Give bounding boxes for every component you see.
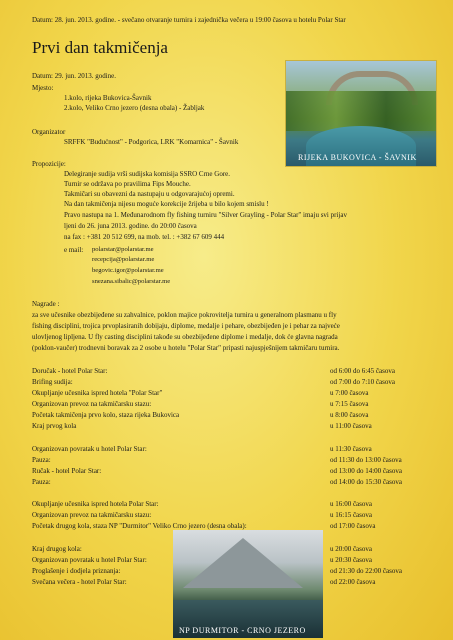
propozicija-2: Turnir se održava po pravilima Fips Mouche. [64, 180, 191, 188]
schedule-label: Organizovan prevoz na takmičarsku stazu: [32, 511, 152, 519]
schedule-label: Pauza: [32, 456, 51, 464]
date-line: Datum: 29. jun. 2013. godine. [32, 72, 116, 80]
schedule-label: Početak drugog kola, staza NP "Durmitor" Veliko Crno jezero (desna obala): [32, 522, 247, 530]
nagrade-line-3: ulovljenog lipljena. U fly casting disciplini takođe su obezbijeđene diplome i medalje, dok će glavna nagrada [32, 333, 338, 341]
schedule-time: u 16:15 časova [330, 511, 372, 519]
email-label: e mail: [64, 246, 84, 254]
schedule-time: od 21:30 do 22:00 časova [330, 567, 402, 575]
river-photo-caption: RIJEKA BUKOVICA - ŠAVNIK [298, 153, 417, 162]
email-3[interactable]: begovic.igor@polarstar.me [92, 267, 164, 274]
schedule-time: u 8:00 časova [330, 411, 369, 419]
schedule-time: u 20:00 časova [330, 545, 372, 553]
schedule-label: Okupljanje učesnika ispred hotela Polar Star: [32, 500, 159, 508]
schedule-time: u 20:30 časova [330, 556, 372, 564]
schedule-label: Okupljanje učesnika ispred hotela "Polar Star" [32, 389, 163, 397]
nagrade-label: Nagrade : [32, 300, 60, 308]
propozicija-7: na fax : +381 20 512 699, na mob. tel. : +382 67 609 444 [64, 233, 225, 241]
schedule-time: u 16:00 časova [330, 500, 372, 508]
schedule-time: od 14:00 do 15:30 časova [330, 478, 402, 486]
propozicije-label: Propozicije: [32, 160, 66, 168]
schedule-label: Ručak - hotel Polar Star: [32, 467, 102, 475]
schedule-label: Svečana večera - hotel Polar Star: [32, 578, 127, 586]
location-2: 2.kolo, Veliko Crno jezero (desna obala) - Žabljak [64, 104, 205, 112]
schedule-label: Doručak - hotel Polar Star: [32, 367, 108, 375]
email-2[interactable]: recepcija@polarstar.me [92, 256, 155, 263]
schedule-time: u 7:15 časova [330, 400, 369, 408]
mountain-shape [183, 538, 303, 588]
propozicija-4: Na dan takmičenja nijesu moguće korekcije žrijeba u bilo kojem smislu ! [64, 200, 269, 208]
propozicija-3: Takmičari su obavezni da nastupaju u odgovarajućoj opremi. [64, 190, 235, 198]
email-4[interactable]: snezana.sibalic@polarstar.me [92, 278, 171, 285]
schedule-label: Organizovan povratak u hotel Polar Star: [32, 445, 147, 453]
organizator-value: SRFFK "Budućnost" - Podgorica, LRK "Komarnica" - Šavnik [64, 138, 239, 146]
schedule-time: od 13:00 do 14:00 časova [330, 467, 402, 475]
header-line: Datum: 28. jun. 2013. godine. - svečano otvaranje turnira i zajednička večera u 19:00 časova u hotelu Polar Star [32, 16, 346, 24]
mjesto-label: Mjesto: [32, 84, 54, 92]
schedule-time: u 11:00 časova [330, 422, 372, 430]
email-1[interactable]: polarstar@polarstar.me [92, 246, 154, 253]
nagrade-line-1: za sve učesnike obezbijeđene su zahvalnice, poklon majice pokrovitelja turnira u generalnom plasmanu u fly [32, 311, 337, 319]
schedule-label: Kraj prvog kola [32, 422, 77, 430]
schedule-label: Brifing sudija: [32, 378, 73, 386]
propozicija-5: Pravo nastupa na 1. Međunarodnom fly fishing turniru "Silver Grayling - Polar Star" imaju svi prijav [64, 211, 347, 219]
schedule-time: od 7:00 do 7:10 časova [330, 378, 395, 386]
schedule-time: od 22:00 časova [330, 578, 376, 586]
river-photo [285, 60, 437, 167]
trees-shape [286, 91, 436, 131]
schedule-time: od 6:00 do 6:45 časova [330, 367, 395, 375]
page-title: Prvi dan takmičenja [32, 38, 168, 57]
schedule-label: Organizovan povratak u hotel Polar Star: [32, 556, 147, 564]
propozicija-1: Delegiranje sudija vrši sudijska komisija SSRO Crne Gore. [64, 170, 231, 178]
location-1: 1.kolo, rijeka Bukovica-Šavnik [64, 94, 152, 102]
schedule-label: Proglašenje i dodjela priznanja: [32, 567, 121, 575]
nagrade-line-2: fishing disciplini, trojica prvoplasiranih dobijaju, diplome, medalje i pehare, obezbijeđen je i pehar za najveće [32, 322, 340, 330]
nagrade-line-4: (poklon-vaučer) trodnevni boravak za 2 osobe u hotelu "Polar Star" pripasti najuspješnijem takmičaru turnira. [32, 344, 340, 352]
schedule-label: Kraj drugog kola: [32, 545, 82, 553]
organizator-label: Organizator [32, 128, 66, 136]
schedule-time: od 11:30 do 13:00 časova [330, 456, 402, 464]
lake-photo [173, 530, 323, 638]
schedule-time: u 11:30 časova [330, 445, 372, 453]
lake-photo-caption: NP DURMITOR - CRNO JEZERO [179, 626, 306, 635]
propozicija-6: ljeni do 26. juna 2013. godine. do 20:00 časova [64, 222, 197, 230]
schedule-label: Organizovan prevoz na takmičarsku stazu: [32, 400, 152, 408]
schedule-label: Početak takmičenja prvo kolo, staza rijeka Bukovica [32, 411, 180, 419]
schedule-time: u 7:00 časova [330, 389, 369, 397]
schedule-label: Pauza: [32, 478, 51, 486]
schedule-time: od 17:00 časova [330, 522, 376, 530]
